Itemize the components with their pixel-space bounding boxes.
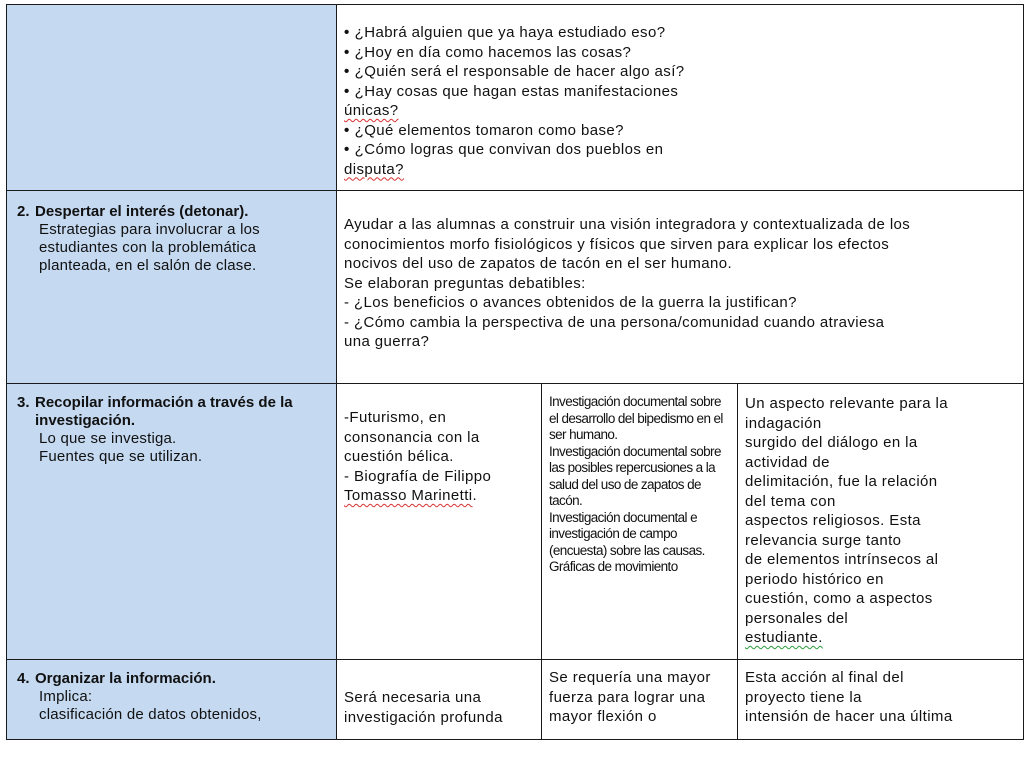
row4-label-cell bbox=[7, 660, 337, 740]
planning-table bbox=[6, 4, 1024, 740]
table-row bbox=[7, 5, 1024, 191]
row2-content-cell: Ayudar a las alumnas a construir una visión integradora y contextualizada de los conocimientos morfo fisiológicos y físicos que sirven para explicar los efectos nocivos del uso de zapatos de tacón en el ser humano. Se elaboran preguntas debatibles: - ¿Los beneficios o avances obtenidos de la guerra la justifican? - ¿Cómo cambia la perspectiva de una persona/comunidad cuando atraviesa una guerra? bbox=[337, 191, 1024, 384]
table-row bbox=[7, 660, 1024, 740]
question-item: • ¿Hay cosas que hagan estas manifestaciones bbox=[344, 82, 679, 100]
question-item: • ¿Cómo logras que convivan dos pueblos en bbox=[344, 141, 664, 158]
question-item: • ¿Qué elementos tomaron como base? bbox=[344, 121, 624, 139]
row4-col3-cell: Se requería una mayor fuerza para lograr una mayor flexión o bbox=[542, 660, 738, 740]
question-item: • ¿Habrá alguien que ya haya estudiado eso? bbox=[344, 24, 666, 41]
row2-label-cell bbox=[7, 191, 337, 384]
step-description: Estrategias para involucrar a los estudiantes con la problemática planteada, en el salón de clase. bbox=[39, 221, 260, 274]
step-description: Lo que se investiga. Fuentes que se utilizan. bbox=[39, 430, 203, 465]
row4-col4-cell: Esta acción al final del proyecto tiene la intensión de hacer una última bbox=[738, 660, 1024, 740]
question-item: • ¿Hoy en día como hacemos las cosas? bbox=[344, 43, 632, 61]
step-title: 2. Despertar el interés (detonar). bbox=[17, 203, 249, 220]
step-title: 4. Organizar la información. bbox=[17, 670, 216, 687]
row3-notes-cell: Un aspecto relevante para la indagación surgido del diálogo en la actividad de delimitación, fue la relación del tema con aspectos religiosos. Esta relevancia surge tanto de elementos intrínsecos al periodo histórico en cuestión, como a aspectos personales del estudiante. bbox=[738, 384, 1024, 660]
step-description: Implica: clasificación de datos obtenidos, bbox=[39, 688, 262, 723]
table-row bbox=[7, 191, 1024, 384]
question-continuation: disputa? bbox=[344, 160, 404, 178]
question-item: • ¿Quién será el responsable de hacer algo así? bbox=[344, 63, 685, 80]
row3-label-cell bbox=[7, 384, 337, 660]
table-row bbox=[7, 384, 1024, 660]
question-continuation: únicas? bbox=[344, 102, 399, 119]
row1-questions-cell bbox=[337, 5, 1024, 191]
row1-label-cell bbox=[7, 5, 337, 191]
step-title: 3. Recopilar información a través de la investigación. bbox=[17, 394, 293, 429]
row4-col2-cell: Será necesaria una investigación profunda bbox=[337, 660, 542, 740]
row3-research-cell: Investigación documental sobre el desarrollo del bipedismo en el ser humano. Investigación documental sobre las posibles repercusiones a la salud del uso de zapatos de tacón. Investigación documental e investigación de campo (encuesta) sobre las causas. Gráficas de movimiento bbox=[542, 384, 738, 660]
row3-topics-cell: -Futurismo, en consonancia con la cuestión bélica. - Biografía de Filippo Tomasso Marinetti. bbox=[337, 384, 542, 660]
